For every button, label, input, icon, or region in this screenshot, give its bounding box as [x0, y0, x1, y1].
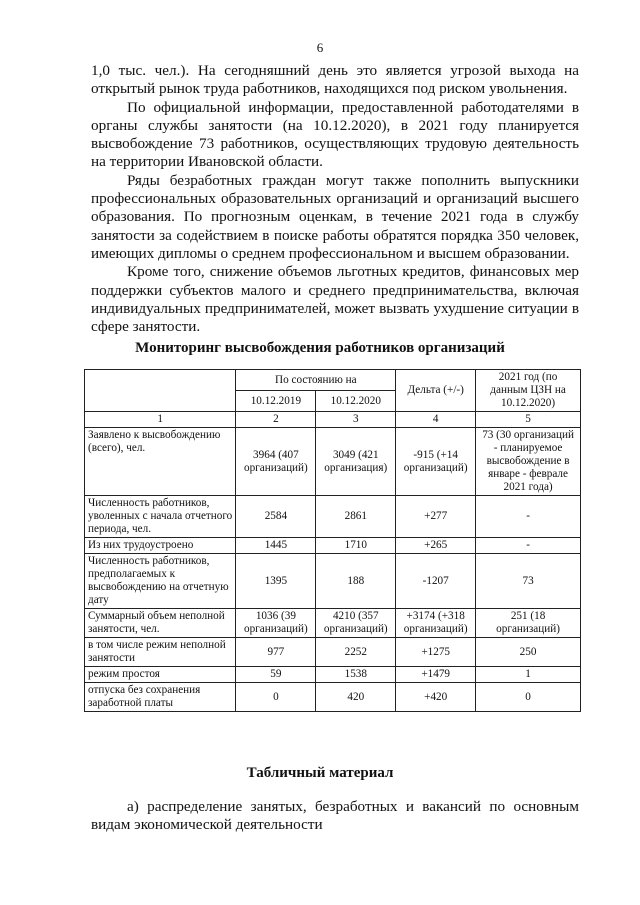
value-2020: 188	[316, 554, 396, 609]
column-number: 3	[316, 412, 396, 428]
paragraph: Кроме того, снижение объемов льготных кредитов, финансовых мер поддержки субъектов малого и среднего предпринимательства, включая индивидуальных предпринимателей, может вызвать ухудшение ситуации в сфере занятости.	[91, 263, 579, 336]
value-2020: 420	[316, 683, 396, 712]
table-row	[85, 428, 581, 496]
value-delta: +1275	[396, 638, 476, 667]
paragraph: а) распределение занятых, безработных и вакансий по основным видам экономической деятельности	[91, 798, 579, 834]
row-label: режим простоя	[85, 667, 236, 683]
paragraph: По официальной информации, предоставленной работодателями в органы службы занятости (на 10.12.2020), в 2021 году планируется высвобождение 73 работников, осуществляющих трудовую деятельность на территории Ивановской области.	[91, 98, 579, 171]
section-title: Табличный материал	[246, 765, 394, 781]
value-2019: 977	[236, 638, 316, 667]
table-row	[85, 496, 581, 538]
page-number: 6	[316, 40, 324, 55]
table-row	[85, 609, 581, 638]
value-2021: 73 (30 организаций - планируемое высвобождение в январе - феврале 2021 года)	[476, 428, 581, 496]
column-number: 5	[476, 412, 581, 428]
table-row	[85, 683, 581, 712]
value-2019: 1395	[236, 554, 316, 609]
value-2021: 251 (18 организаций)	[476, 609, 581, 638]
value-2021: 0	[476, 683, 581, 712]
value-delta: +277	[396, 496, 476, 538]
value-2020: 2252	[316, 638, 396, 667]
header-blank-cell	[85, 370, 236, 412]
value-2020: 2861	[316, 496, 396, 538]
column-number: 1	[85, 412, 236, 428]
header-date-2019: 10.12.2019	[236, 391, 316, 412]
row-label: Суммарный объем неполной занятости, чел.	[85, 609, 236, 638]
value-2019: 1445	[236, 538, 316, 554]
value-2021: -	[476, 496, 581, 538]
value-2021: 73	[476, 554, 581, 609]
value-delta: +1479	[396, 667, 476, 683]
value-2019: 2584	[236, 496, 316, 538]
table-row	[85, 638, 581, 667]
body-text	[91, 62, 579, 336]
row-label: в том числе режим неполной занятости	[85, 638, 236, 667]
value-2020: 4210 (357 организаций)	[316, 609, 396, 638]
value-delta: -915 (+14 организаций)	[396, 428, 476, 496]
value-2019: 0	[236, 683, 316, 712]
value-2020: 1538	[316, 667, 396, 683]
table-row	[85, 667, 581, 683]
monitoring-table	[84, 369, 581, 712]
value-delta: +420	[396, 683, 476, 712]
paragraph: 1,0 тыс. чел.). На сегодняшний день это является угрозой выхода на открытый рынок труда работников, находящихся под риском увольнения.	[91, 62, 579, 98]
value-2019: 1036 (39 организаций)	[236, 609, 316, 638]
column-number-row	[85, 412, 581, 428]
header-year-2021: 2021 год (по данным ЦЗН на 10.12.2020)	[476, 370, 581, 412]
value-2020: 1710	[316, 538, 396, 554]
row-label: Численность работников, предполагаемых к высвобождению на отчетную дату	[85, 554, 236, 609]
column-number: 2	[236, 412, 316, 428]
value-delta: +3174 (+318 организаций)	[396, 609, 476, 638]
header-delta: Дельта (+/-)	[396, 370, 476, 412]
table-row	[85, 554, 581, 609]
table-row	[85, 538, 581, 554]
column-number: 4	[396, 412, 476, 428]
value-2021: -	[476, 538, 581, 554]
paragraph: Ряды безработных граждан могут также пополнить выпускники профессиональных образовательных организаций и организаций высшего образования. По прогнозным оценкам, в течение 2021 года в службу занятости за содействием в поиске работы обратятся порядка 350 человек, имеющих дипломы о среднем профессиональном и высшем образовании.	[91, 171, 579, 262]
header-row	[85, 370, 581, 391]
table-title: Мониторинг высвобождения работников организаций	[135, 340, 505, 356]
value-2021: 250	[476, 638, 581, 667]
header-date-2020: 10.12.2020	[316, 391, 396, 412]
value-2019: 59	[236, 667, 316, 683]
bottom-text	[91, 798, 579, 835]
row-label: Численность работников, уволенных с начала отчетного периода, чел.	[85, 496, 236, 538]
value-2020: 3049 (421 организация)	[316, 428, 396, 496]
value-delta: -1207	[396, 554, 476, 609]
value-2019: 3964 (407 организаций)	[236, 428, 316, 496]
value-2021: 1	[476, 667, 581, 683]
header-as-of: По состоянию на	[236, 370, 396, 391]
row-label: отпуска без сохранения заработной платы	[85, 683, 236, 712]
value-delta: +265	[396, 538, 476, 554]
row-label: Заявлено к высвобождению (всего), чел.	[85, 428, 236, 496]
row-label: Из них трудоустроено	[85, 538, 236, 554]
